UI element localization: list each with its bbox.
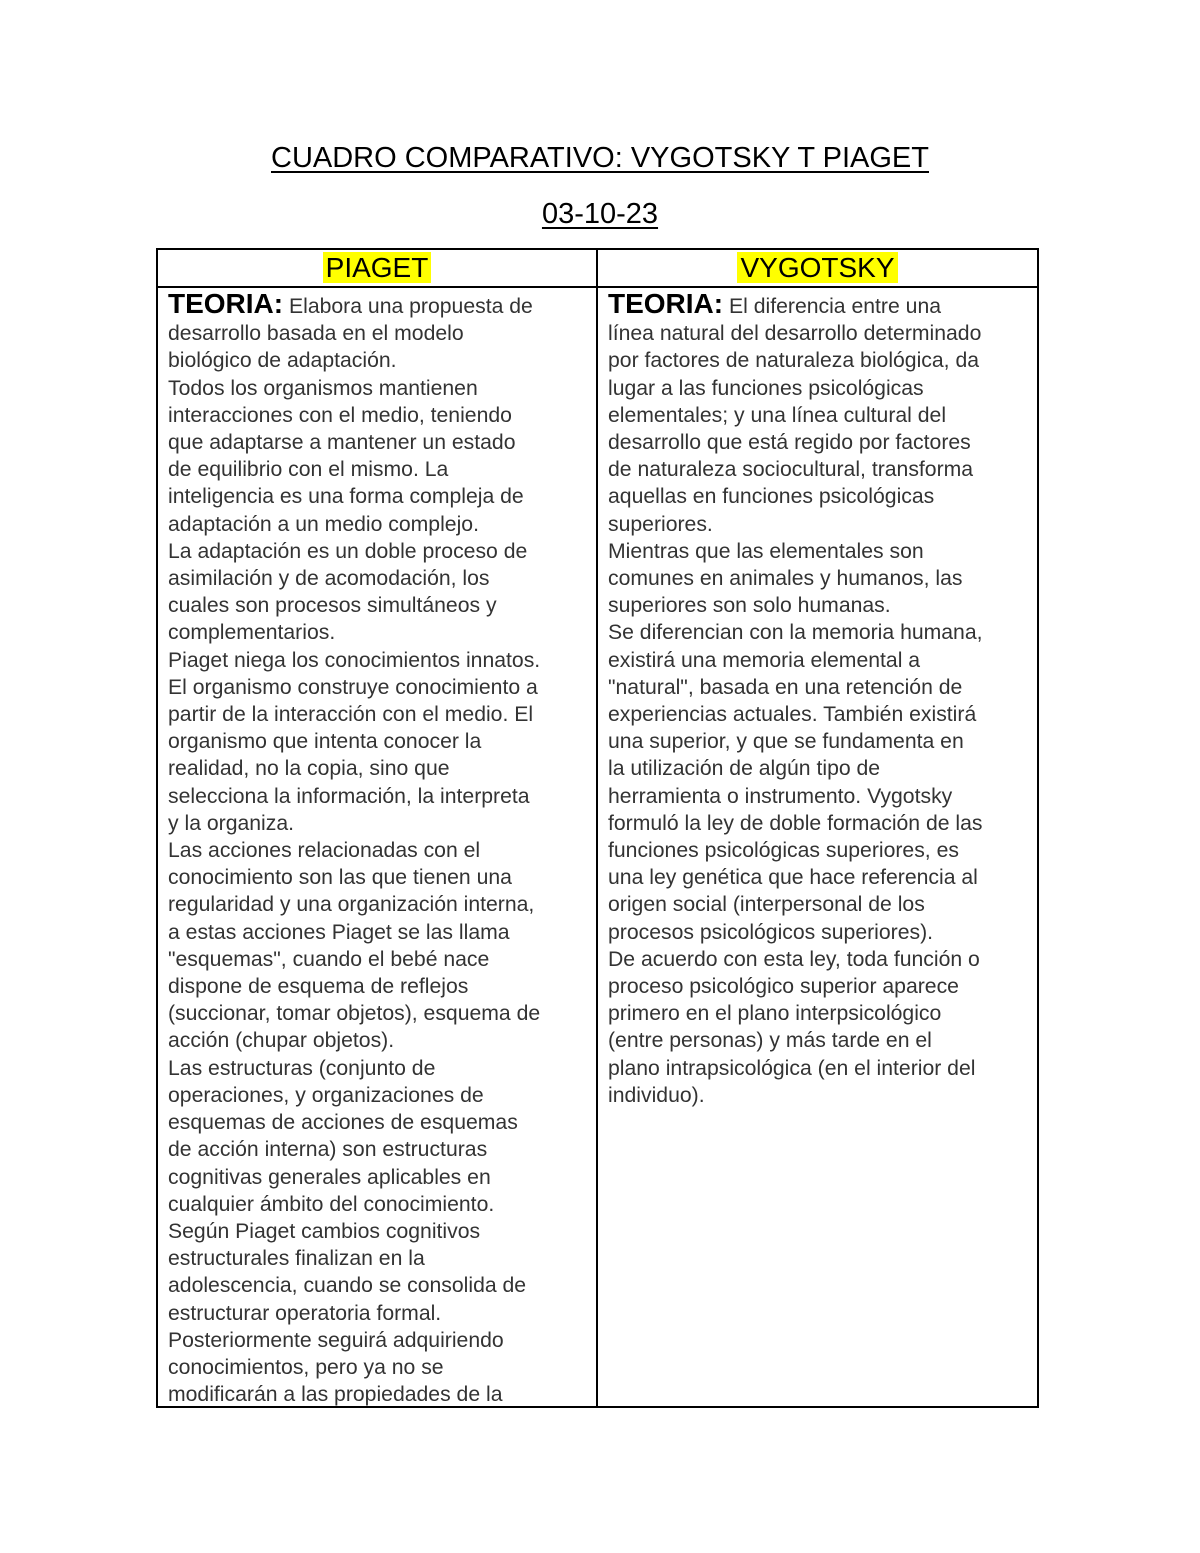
vygotsky-text-line xyxy=(608,755,1029,782)
piaget-text-line xyxy=(168,1218,588,1245)
document-date: 03-10-23 xyxy=(541,198,659,230)
piaget-text-line xyxy=(168,1055,588,1082)
vygotsky-theory-label: TEORIA: xyxy=(608,288,724,319)
vygotsky-line-text: lugar a las funciones psicológicas xyxy=(608,376,924,400)
piaget-line-text: asimilación y de acomodación, los xyxy=(168,567,490,591)
vygotsky-line-text: una ley genética que hace referencia al xyxy=(608,866,978,890)
piaget-line-text: adaptación a un medio complejo. xyxy=(168,512,479,536)
vygotsky-text-line xyxy=(608,456,1029,483)
piaget-text-line xyxy=(168,1027,588,1054)
piaget-line-text: regularidad y una organización interna, xyxy=(168,893,535,917)
vygotsky-line-text: funciones psicológicas superiores, es xyxy=(608,839,959,863)
piaget-line-text: cuales son procesos simultáneos y xyxy=(168,594,497,618)
vygotsky-line-text: comunes en animales y humanos, las xyxy=(608,567,963,591)
vygotsky-text-line xyxy=(608,1055,1029,1082)
piaget-text-line xyxy=(168,1327,588,1354)
document-title: CUADRO COMPARATIVO: VYGOTSKY T PIAGET xyxy=(271,142,929,174)
vygotsky-text-line xyxy=(608,290,1029,320)
piaget-cell xyxy=(157,287,597,1407)
piaget-text-line xyxy=(168,755,588,782)
piaget-text-line xyxy=(168,891,588,918)
piaget-line-text: complementarios. xyxy=(168,621,336,645)
vygotsky-text-line xyxy=(608,565,1029,592)
vygotsky-line-text: línea natural del desarrollo determinado xyxy=(608,322,982,346)
vygotsky-text-line xyxy=(608,429,1029,456)
vygotsky-text-line xyxy=(608,701,1029,728)
vygotsky-cell xyxy=(597,287,1038,1407)
vygotsky-text-line xyxy=(608,973,1029,1000)
piaget-line-text: realidad, no la copia, sino que xyxy=(168,757,450,781)
vygotsky-line-text: por factores de naturaleza biológica, da xyxy=(608,349,980,373)
piaget-line-text: partir de la interacción con el medio. El xyxy=(168,703,534,727)
vygotsky-text-line xyxy=(608,647,1029,674)
piaget-line-text: Piaget niega los conocimientos innatos. xyxy=(168,648,541,672)
piaget-line-text: Todos los organismos mantienen xyxy=(168,376,478,400)
piaget-line-text: estructurar operatoria formal. xyxy=(168,1301,442,1325)
piaget-line-text: selecciona la información, la interpreta xyxy=(168,784,530,808)
piaget-line-text: a estas acciones Piaget se las llama xyxy=(168,920,510,944)
vygotsky-line-text: desarrollo que está regido por factores xyxy=(608,431,971,455)
piaget-line-text: esquemas de acciones de esquemas xyxy=(168,1111,518,1135)
piaget-line-text: Las estructuras (conjunto de xyxy=(168,1056,436,1080)
vygotsky-text-line xyxy=(608,946,1029,973)
vygotsky-line-text: existirá una memoria elemental a xyxy=(608,648,921,672)
piaget-text-line xyxy=(168,347,588,374)
vygotsky-text-line xyxy=(608,347,1029,374)
vygotsky-line-text: herramienta o instrumento. Vygotsky xyxy=(608,784,953,808)
piaget-text-line xyxy=(168,919,588,946)
piaget-text-line xyxy=(168,619,588,646)
vygotsky-line-text: formuló la ley de doble formación de las xyxy=(608,811,983,835)
piaget-text-line xyxy=(168,1191,588,1218)
vygotsky-line-text: El diferencia entre una xyxy=(723,295,942,318)
piaget-line-text: Posteriormente seguirá adquiriendo xyxy=(168,1328,504,1352)
vygotsky-text-line xyxy=(608,728,1029,755)
piaget-line-text: biológico de adaptación. xyxy=(168,349,397,373)
piaget-text-line xyxy=(168,1136,588,1163)
piaget-text-line xyxy=(168,810,588,837)
piaget-text-line xyxy=(168,728,588,755)
piaget-text-line xyxy=(168,538,588,565)
piaget-line-text: La adaptación es un doble proceso de xyxy=(168,539,528,563)
piaget-text-line xyxy=(168,1300,588,1327)
vygotsky-line-text: experiencias actuales. También existirá xyxy=(608,703,977,727)
vygotsky-text-line xyxy=(608,320,1029,347)
piaget-text-line xyxy=(168,1245,588,1272)
header-cell-vygotsky xyxy=(597,249,1038,287)
piaget-line-text: conocimientos, pero ya no se xyxy=(168,1355,444,1379)
piaget-line-text: inteligencia es una forma compleja de xyxy=(168,485,524,509)
vygotsky-line-text: aquellas en funciones psicológicas xyxy=(608,485,935,509)
piaget-line-text: "esquemas", cuando el bebé nace xyxy=(168,947,490,971)
vygotsky-text-line xyxy=(608,375,1029,402)
piaget-text-line xyxy=(168,402,588,429)
piaget-text-line xyxy=(168,1000,588,1027)
piaget-text-line xyxy=(168,375,588,402)
piaget-line-text: adolescencia, cuando se consolida de xyxy=(168,1274,527,1298)
vygotsky-line-text: de naturaleza sociocultural, transforma xyxy=(608,458,974,482)
comparison-table xyxy=(156,248,1039,1408)
vygotsky-line-text: "natural", basada en una retención de xyxy=(608,675,963,699)
vygotsky-theory-text xyxy=(598,288,1037,1406)
vygotsky-text-line xyxy=(608,891,1029,918)
piaget-line-text: Las acciones relacionadas con el xyxy=(168,839,481,863)
vygotsky-line-text: De acuerdo con esta ley, toda función o xyxy=(608,947,980,971)
piaget-line-text: cognitivas generales aplicables en xyxy=(168,1165,491,1189)
piaget-line-text: operaciones, y organizaciones de xyxy=(168,1083,484,1107)
vygotsky-text-line xyxy=(608,1027,1029,1054)
piaget-line-text: interacciones con el medio, teniendo xyxy=(168,403,512,427)
table-body-row xyxy=(157,287,1038,1407)
vygotsky-line-text: superiores son solo humanas. xyxy=(608,594,891,618)
piaget-text-line xyxy=(168,565,588,592)
piaget-theory-label: TEORIA: xyxy=(168,288,284,319)
piaget-line-text: organismo que intenta conocer la xyxy=(168,730,482,754)
piaget-line-text: (succionar, tomar objetos), esquema de xyxy=(168,1002,541,1026)
piaget-text-line xyxy=(168,1354,588,1381)
vygotsky-text-line xyxy=(608,864,1029,891)
vygotsky-line-text: (entre personas) y más tarde en el xyxy=(608,1029,932,1053)
vygotsky-text-line xyxy=(608,1082,1029,1109)
vygotsky-text-line xyxy=(608,402,1029,429)
piaget-line-text: y la organiza. xyxy=(168,811,295,835)
vygotsky-text-line xyxy=(608,837,1029,864)
piaget-line-text: de equilibrio con el mismo. La xyxy=(168,458,449,482)
piaget-text-line xyxy=(168,1164,588,1191)
piaget-text-line xyxy=(168,592,588,619)
piaget-line-text: dispone de esquema de reflejos xyxy=(168,975,469,999)
piaget-line-text: Según Piaget cambios cognitivos xyxy=(168,1219,481,1243)
piaget-text-line xyxy=(168,973,588,1000)
piaget-text-line xyxy=(168,837,588,864)
piaget-line-text: desarrollo basada en el modelo xyxy=(168,322,464,346)
piaget-text-line xyxy=(168,320,588,347)
piaget-line-text: de acción interna) son estructuras xyxy=(168,1138,488,1162)
vygotsky-line-text: elementales; y una línea cultural del xyxy=(608,403,947,427)
piaget-text-line xyxy=(168,429,588,456)
piaget-text-line xyxy=(168,290,588,320)
piaget-text-line xyxy=(168,783,588,810)
piaget-text-line xyxy=(168,1109,588,1136)
piaget-theory-text xyxy=(158,288,596,1406)
vygotsky-line-text: Mientras que las elementales son xyxy=(608,539,924,563)
piaget-text-line xyxy=(168,864,588,891)
piaget-text-line xyxy=(168,674,588,701)
vygotsky-text-line xyxy=(608,538,1029,565)
vygotsky-text-line xyxy=(608,619,1029,646)
vygotsky-line-text: superiores. xyxy=(608,512,713,536)
vygotsky-text-line xyxy=(608,919,1029,946)
vygotsky-line-text: Se diferencian con la memoria humana, xyxy=(608,621,983,645)
piaget-line-text: que adaptarse a mantener un estado xyxy=(168,431,516,455)
vygotsky-line-text: plano intrapsicológica (en el interior del xyxy=(608,1056,976,1080)
vygotsky-text-line xyxy=(608,783,1029,810)
vygotsky-line-text: una superior, y que se fundamenta en xyxy=(608,730,964,754)
vygotsky-line-text: procesos psicológicos superiores). xyxy=(608,920,934,944)
piaget-text-line xyxy=(168,483,588,510)
table-header-row xyxy=(157,249,1038,287)
vygotsky-line-text: individuo). xyxy=(608,1083,705,1107)
piaget-text-line xyxy=(168,511,588,538)
vygotsky-text-line xyxy=(608,511,1029,538)
vygotsky-line-text: la utilización de algún tipo de xyxy=(608,757,881,781)
vygotsky-text-line xyxy=(608,483,1029,510)
piaget-text-line xyxy=(168,456,588,483)
piaget-line-text: conocimiento son las que tienen una xyxy=(168,866,512,890)
piaget-text-line xyxy=(168,701,588,728)
piaget-text-line xyxy=(168,1272,588,1299)
header-piaget: PIAGET xyxy=(323,252,432,283)
piaget-text-line xyxy=(168,1381,588,1406)
header-cell-piaget xyxy=(157,249,597,287)
piaget-text-line xyxy=(168,1082,588,1109)
vygotsky-line-text: proceso psicológico superior aparece xyxy=(608,975,959,999)
piaget-text-line xyxy=(168,647,588,674)
vygotsky-text-line xyxy=(608,1000,1029,1027)
piaget-line-text: cualquier ámbito del conocimiento. xyxy=(168,1192,495,1216)
piaget-text-line xyxy=(168,946,588,973)
vygotsky-line-text: origen social (interpersonal de los xyxy=(608,893,925,917)
vygotsky-text-line xyxy=(608,674,1029,701)
piaget-line-text: Elabora una propuesta de xyxy=(283,295,533,318)
piaget-line-text: modificarán a las propiedades de la xyxy=(168,1383,503,1406)
vygotsky-line-text: primero en el plano interpsicológico xyxy=(608,1002,942,1026)
vygotsky-text-line xyxy=(608,810,1029,837)
piaget-line-text: El organismo construye conocimiento a xyxy=(168,675,538,699)
vygotsky-text-line xyxy=(608,592,1029,619)
piaget-line-text: estructurales finalizan en la xyxy=(168,1247,425,1271)
piaget-line-text: acción (chupar objetos). xyxy=(168,1029,395,1053)
header-vygotsky: VYGOTSKY xyxy=(737,252,897,283)
